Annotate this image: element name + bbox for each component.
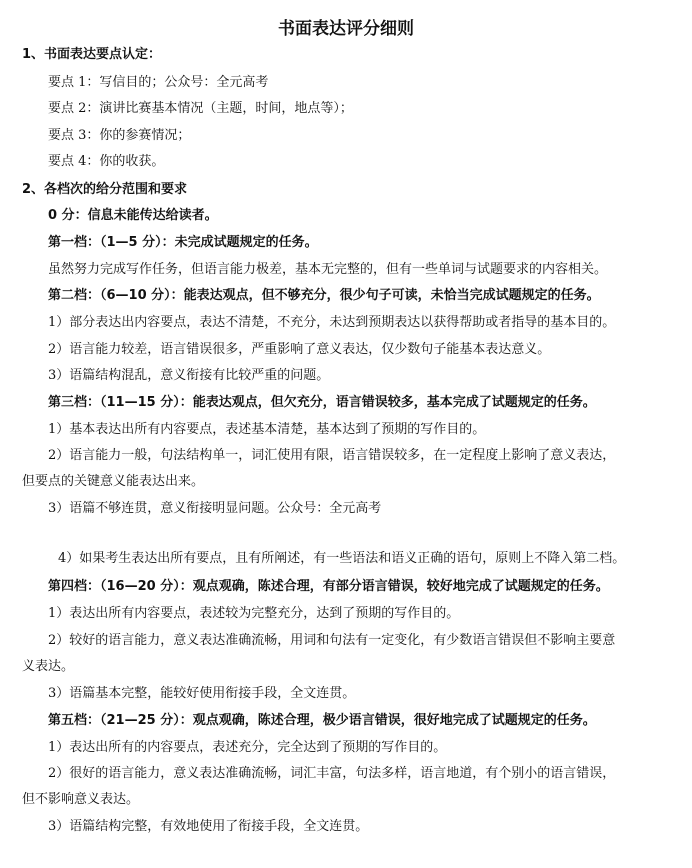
point-2: 要点 2：演讲比赛基本情况（主题，时间，地点等）； [48,101,353,116]
tier5-line: 2）很好的语言能力，意义表达准确流畅，词汇丰富，句法多样，语言地道，有个别小的语言错误， [48,766,616,781]
tier3-line: 4）如果考生表达出所有要点，且有所阐述，有一些语法和语义正确的语句，原则上不降入第二档。 [58,551,626,566]
tier1-line: 虽然努力完成写作任务，但语言能力极差，基本无完整的，但有一些单词与试题要求的内容相关。 [48,262,608,277]
tier4-line: 义表达。 [22,659,75,674]
point-4: 要点 4：你的收获。 [48,154,165,169]
tier2-line: 1）部分表达出内容要点，表达不清楚，不充分，未达到预期表达以获得帮助或者指导的基本目的。 [48,315,616,330]
tier1-heading: 第一档：（1—5 分）：未完成试题规定的任务。 [48,235,318,250]
tier4-line: 3）语篇基本完整，能较好使用衔接手段，全文连贯。 [48,686,356,701]
section1-heading: 1、书面表达要点认定： [22,47,162,62]
tier3-line: 2）语言能力一般，句法结构单一，词汇使用有限，语言错误较多，在一定程度上影响了意义表达， [48,448,616,463]
tier3-line: 3）语篇不够连贯，意义衔接明显问题。公众号：全元高考 [48,501,382,516]
tier4-line: 1）表达出所有内容要点，表述较为完整充分，达到了预期的写作目的。 [48,606,460,621]
point-1: 要点 1：写信目的；公众号：全元高考 [48,75,269,90]
tier3-heading: 第三档：（11—15 分）：能表达观点，但欠充分，语言错误较多，基本完成了试题规定的任务。 [48,395,596,410]
tier5-line: 3）语篇结构完整，有效地使用了衔接手段，全文连贯。 [48,819,369,834]
tier5-heading: 第五档：（21—25 分）：观点观确，陈述合理，极少语言错误，很好地完成了试题规定的任务。 [48,713,596,728]
tier2-line: 3）语篇结构混乱，意义衔接有比较严重的问题。 [48,368,330,383]
tier4-heading: 第四档：（16—20 分）：观点观确，陈述合理，有部分语言错误，较好地完成了试题规定的任务。 [48,579,609,594]
grade-0: 0 分：信息未能传达给读者。 [48,208,218,223]
tier5-line: 但不影响意义表达。 [22,792,140,807]
tier2-heading: 第二档：（6—10 分）：能表达观点，但不够充分，很少句子可读，未恰当完成试题规定的任务。 [48,288,600,303]
page-title: 书面表达评分细则 [278,19,414,39]
point-3: 要点 3：你的参赛情况； [48,128,191,143]
tier2-line: 2）语言能力较差，语言错误很多，严重影响了意义表达，仅少数句子能基本表达意义。 [48,342,551,357]
section2-heading: 2、各档次的给分范围和要求 [22,182,188,197]
tier3-line: 但要点的关键意义能表达出来。 [22,474,205,489]
tier5-line: 1）表达出所有的内容要点，表述充分，完全达到了预期的写作目的。 [48,740,447,755]
tier3-line: 1）基本表达出所有内容要点，表述基本清楚，基本达到了预期的写作目的。 [48,422,486,437]
tier4-line: 2）较好的语言能力，意义表达准确流畅，用词和句法有一定变化，有少数语言错误但不影响主要意 [48,633,616,648]
